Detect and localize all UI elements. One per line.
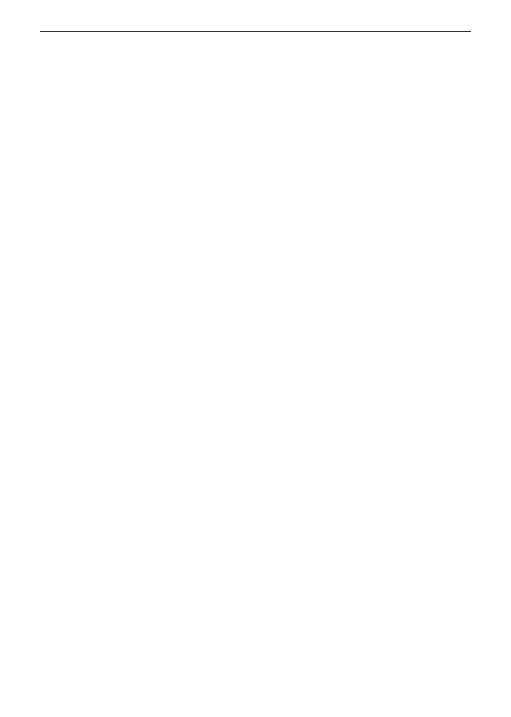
header-rule — [40, 31, 471, 32]
page-header — [40, 12, 471, 28]
document-body — [42, 36, 472, 51]
